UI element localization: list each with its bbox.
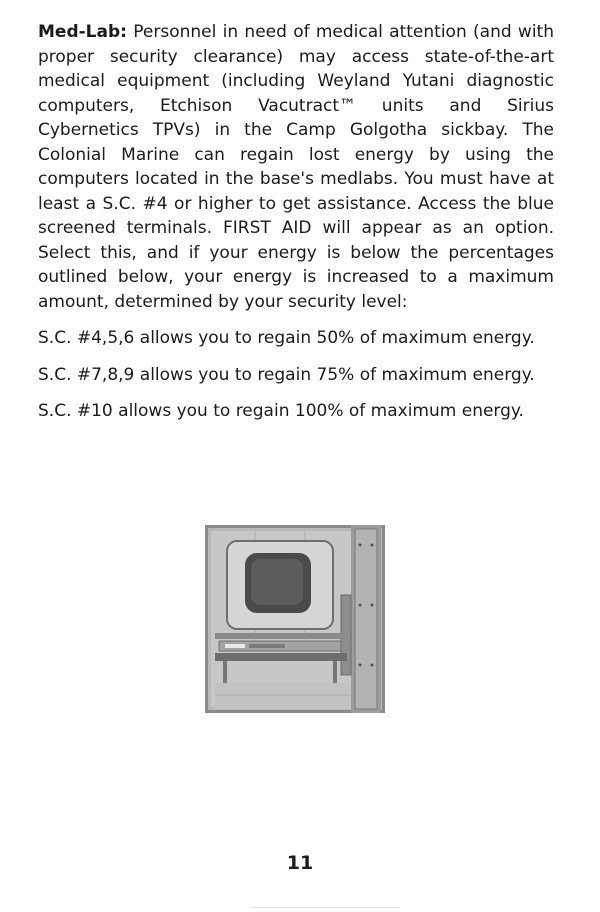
medlab-terminal-photo xyxy=(205,525,385,713)
med-lab-paragraph xyxy=(38,20,554,314)
body-text xyxy=(38,20,554,436)
footer-divider xyxy=(250,907,400,908)
med-lab-heading: Med-Lab: xyxy=(38,22,127,42)
security-level-line: S.C. #4,5,6 allows you to regain 50% of maximum energy. xyxy=(38,328,535,348)
med-lab-description: Personnel in need of medical attention (and with proper security clearance) may access state-of-the-art medical equipment (including Weyland Yutani diagnostic computers, Etchison Vacutract™ units and Sirius Cybernetics TPVs) in the Camp Golgotha sickbay. The Colonial Marine can regain lost energy by using the computers located in the base's medlabs. You must have at least a S.C. #4 or higher to get assistance. Access the blue screened terminals. FIRST AID will appear as an option. Select this, and if your energy is below the percentages outlined below, your energy is increased to a maximum amount, determined by your security level: xyxy=(38,22,554,312)
page-number: 11 xyxy=(286,852,314,874)
security-level-line: S.C. #10 allows you to regain 100% of maximum energy. xyxy=(38,401,524,421)
security-level-line: S.C. #7,8,9 allows you to regain 75% of maximum energy. xyxy=(38,364,535,385)
